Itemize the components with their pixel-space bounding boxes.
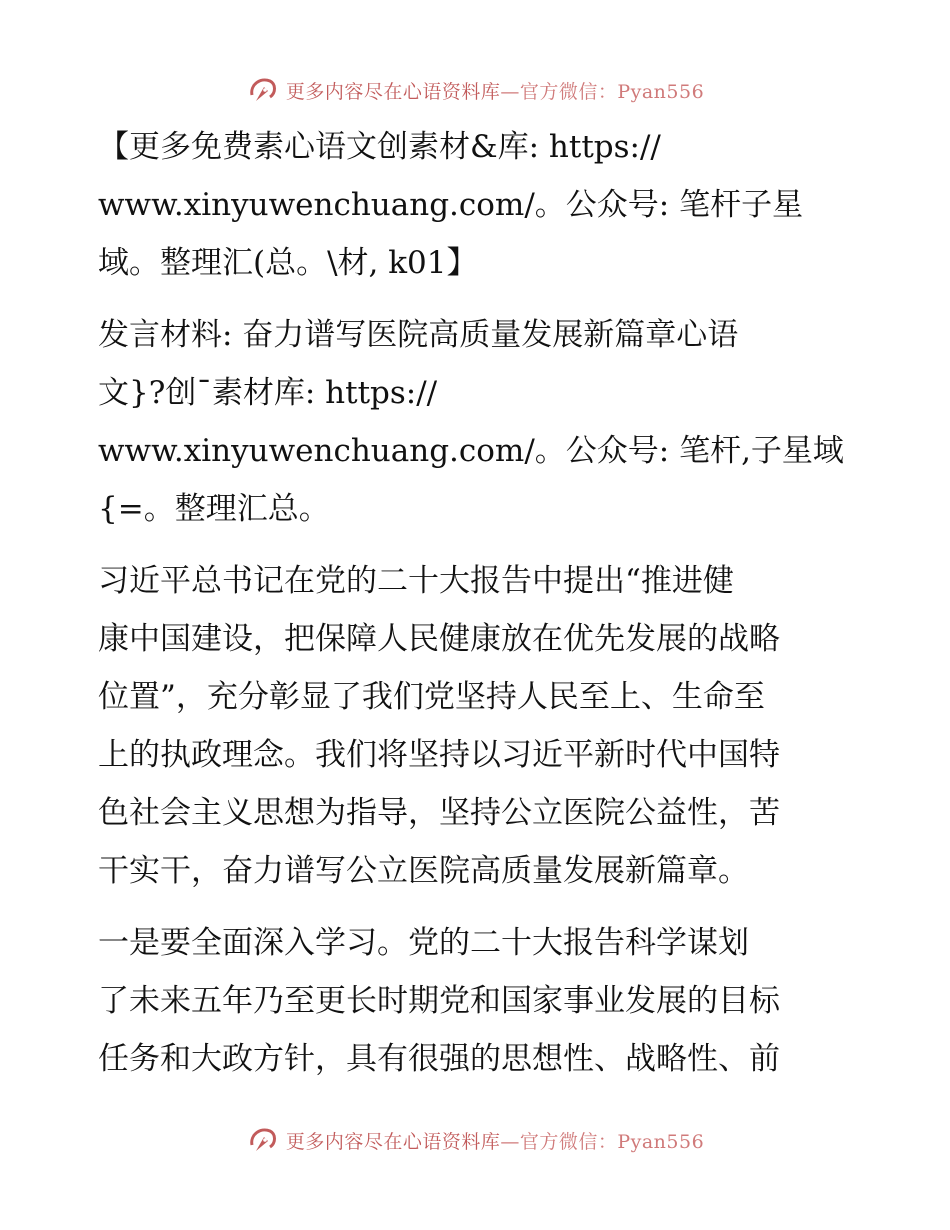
paragraph-intro bbox=[98, 552, 868, 900]
text-line: 发言材料: 奋力谱写医院高质量发展新篇章心语 bbox=[98, 317, 739, 353]
text-line: www.xinyuwenchuang.com/。公众号: 笔杆子星 bbox=[98, 187, 804, 223]
document-body bbox=[98, 118, 868, 1088]
text-line: 任务和大政方针，具有很强的思想性、战略性、前 bbox=[98, 1041, 780, 1077]
text-line: 上的执政理念。我们将坚持以习近平新时代中国特 bbox=[98, 737, 780, 773]
text-line: www.xinyuwenchuang.com/。公众号: 笔杆,子星域 bbox=[98, 433, 844, 469]
text-line: 域。整理汇(总。\材, k01】 bbox=[98, 245, 478, 281]
text-line: 一是要全面深入学习。党的二十大报告科学谋划 bbox=[98, 925, 749, 961]
header-banner-text: 更多内容尽在心语资料库—官方微信：Pyan556 bbox=[285, 80, 705, 103]
text-line: 位置”，充分彰显了我们党坚持人民至上、生命至 bbox=[98, 679, 765, 715]
text-line: 康中国建设，把保障人民健康放在优先发展的战略 bbox=[98, 621, 780, 657]
pen-nib-swirl-icon bbox=[246, 1123, 280, 1157]
header-watermark-banner bbox=[0, 70, 950, 110]
text-line: 习近平总书记在党的二十大报告中提出“推进健 bbox=[98, 563, 734, 599]
text-line: 干实干，奋力谱写公立医院高质量发展新篇章。 bbox=[98, 853, 749, 889]
footer-banner-text: 更多内容尽在心语资料库—官方微信：Pyan556 bbox=[285, 1130, 705, 1153]
paragraph-point-one bbox=[98, 914, 868, 1088]
text-line: 色社会主义思想为指导，坚持公立医院公益性，苦 bbox=[98, 795, 780, 831]
text-line: {=。整理汇总。 bbox=[98, 491, 330, 527]
text-line: 了未来五年乃至更长时期党和国家事业发展的目标 bbox=[98, 983, 780, 1019]
footer-watermark-banner bbox=[0, 1120, 950, 1160]
paragraph-source-note bbox=[98, 118, 868, 292]
paragraph-title bbox=[98, 306, 868, 538]
text-line: 【更多免费素心语文创素材&库: https:// bbox=[98, 129, 661, 165]
pen-nib-swirl-icon bbox=[246, 73, 280, 107]
text-line: 文}?创¯素材库: https:// bbox=[98, 375, 438, 411]
